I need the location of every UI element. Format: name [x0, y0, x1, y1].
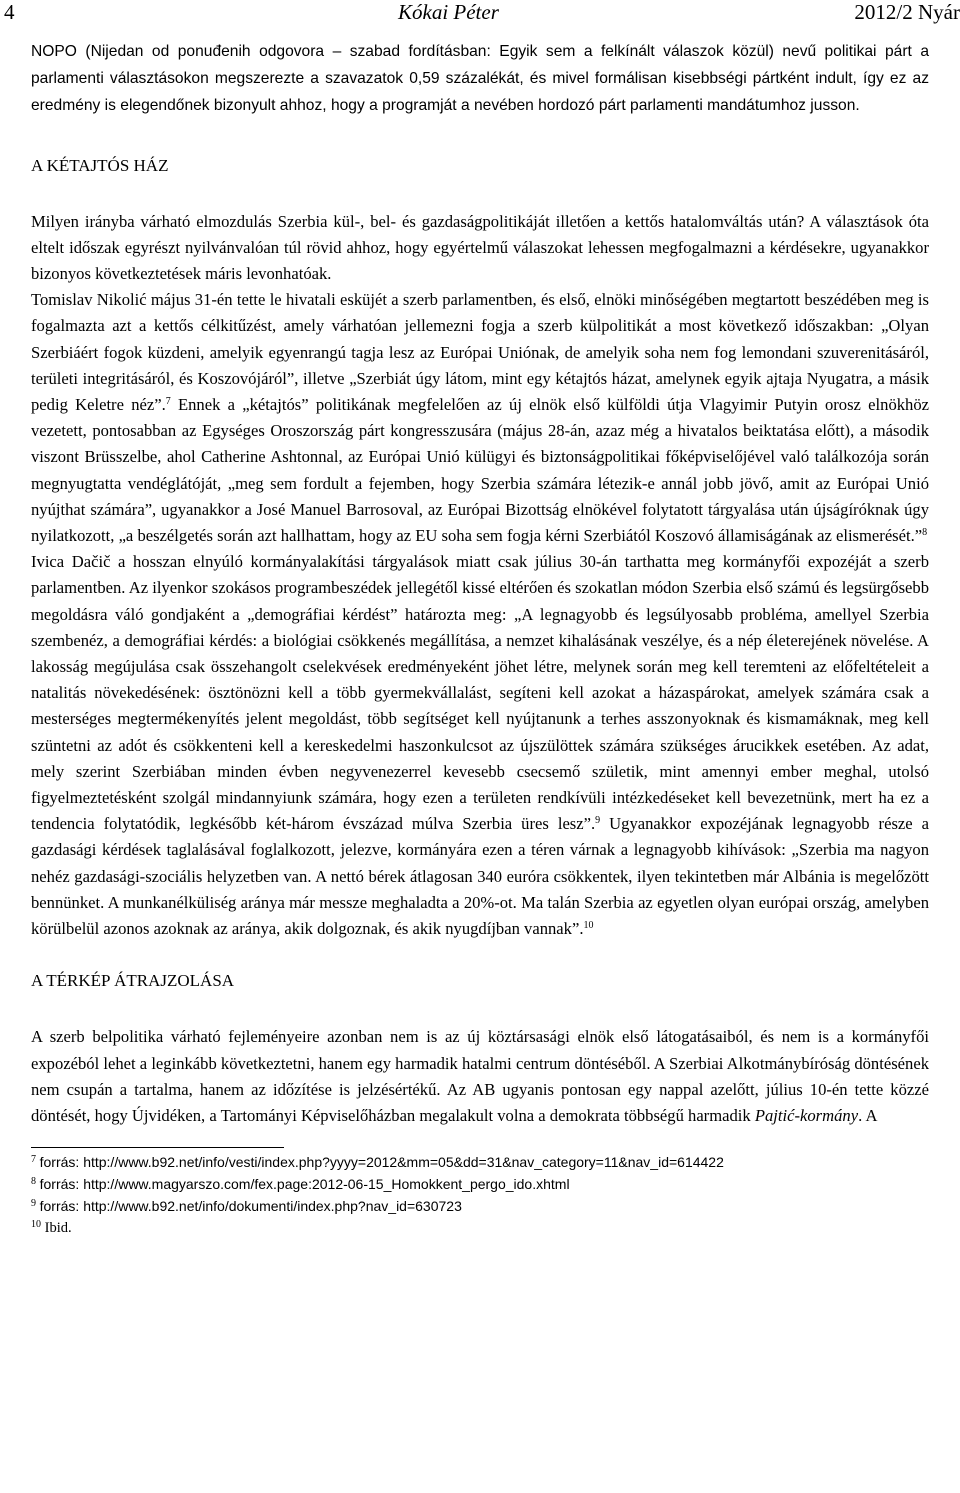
italic-pajtic: Pajtić-kormány [754, 1105, 859, 1125]
footnote-9: $^9$ forrás: http://www.b92.net/info/dokumenti/index.php?nav_id=630723 [31, 1198, 462, 1215]
footnote-ref-9[interactable]: 9 [595, 815, 601, 827]
header-author: Kókai Péter [398, 0, 499, 24]
page-number: 4 [4, 0, 15, 24]
section1-paragraph-1: Milyen irányba várható elmozdulás Szerbia kül-, bel- és gazdaságpolitikáját illetően a kettős hatalomváltás után? A választások óta eltelt időszak egyrészt nyilvánvalóan túl rövid ahhoz, hogy egyértelmű válaszokat lehessen megfogalmazni a kérdésekre, ugyanakkor bizonyos következtetések máris levonhatóak. [31, 211, 929, 284]
section-heading-terkep: A TÉRKÉP ÁTRAJZOLÁSA [31, 971, 235, 991]
footnote-link[interactable]: forrás: http://www.magyarszo.com/fex.page:2012-06-15_Homokkent_pergo_ido.xhtml [39, 1176, 570, 1193]
footnote-8: $^8$ forrás: http://www.magyarszo.com/fex.page:2012-06-15_Homokkent_pergo_ido.xhtml [31, 1176, 570, 1193]
intro-rest: politikai párt a parlamenti választásokon megszerezte a szavazatok 0,59 százalékát, és mivel formálisan kisebbségi pártként indult, így ez az eredmény is elegendőnek bizonyult ahhoz, hogy a programját a nevében hordozó párt parlamenti mandátumhoz jusson. [31, 43, 929, 115]
footnote-ref-10[interactable]: 10 [583, 920, 594, 932]
intro-first-line: NOPO (Nijedan od ponuđenih odgovora – szabad fordításban: Egyik sem a felkínált válaszok közül) nevű [31, 43, 817, 60]
header-issue: 2012/2 Nyár [854, 0, 960, 24]
running-header [4, 0, 960, 36]
section2-paragraph-1: A szerb belpolitika várható fejleményeire azonban nem is az új köztársasági elnök első látogatásaiból, és nem is a kormányfői expozéból lehet a leginkább következtetni, hanem egy harmadik hatalmi centrum döntéséből. A Szerbiai Alkotmánybíróság döntésének nem csupán a tartalma, hanem az időzítése is jelzésértékű. Az AB ugyanis pontosan egy nappal azelőtt, július 10-én tette közzé döntését, hogy Újvidéken, a Tartományi Képviselőházban megalakult volna a demokrata többségű harmadik Pajtić-kormány. A [31, 1027, 929, 1125]
footnote-10: $^{10}$ Ibid. [31, 1219, 72, 1237]
footnote-ref-8[interactable]: 8 [922, 527, 928, 539]
section-heading-ketajtos-haz: A KÉTAJTÓS HÁZ [31, 155, 169, 175]
footnote-text: Ibid. [44, 1220, 72, 1237]
footnote-link[interactable]: forrás: http://www.b92.net/info/vesti/index.php?yyyy=2012&mm=05&dd=31&nav_category=11&nav_id=614422 [39, 1154, 724, 1171]
footnote-link[interactable]: forrás: http://www.b92.net/info/dokumenti/index.php?nav_id=630723 [39, 1198, 462, 1215]
section1-paragraph-3: Ivica Dačič a hosszan elnyúló kormányalakítási tárgyalások miatt csak július 30-án tarthatta meg kormányfői expozéját a szerb parlamentben. Az ilyenkor szokásos programbeszédek jellegétől kissé eltérően és szokatlan módon Szerbia első számú és legsürgősebb megoldásra váló gondjaként a „demográfiai kérdést” határozta meg: „A legnagyobb és legsúlyosabb probléma, amellyel Szerbia szembenéz, a demográfiai kérdés: a biológiai csökkenés megállítása, a nemzet kihalásának veszélye, és a nép életerejének növelése. A lakosság megújulása csak összehangolt cselekvések eredményeként jöhet létre, melynek során meg kell teremteni az előfeltételeit a natalitás növekedésének: ösztönözni kell a több gyermekvállalást, segíteni kell azokat a házaspárokat, amelyek számára csak a mesterséges megtermékenyítés jelent megoldást, több segítséget kell nyújtanunk a terhes asszonyoknak és kismamáknak, meg kell szüntetni az adót és csökkenteni kell a kereskedelmi haszonkulcsot az újszülöttek számára szükséges árucikkek esetében. Az adat, mely szerint Szerbiában minden évben negyvenezerrel kevesebb csecsemő születik, mint amennyi ember meghal, utolsó figyelmeztetésként szolgál mindannyiunk számára, hogy ezen a területen rendkívüli intézkedéseket kell bevezetnünk, mert ha ez a tendencia folytatódik, legkésőbb két-három évszázad múlva Szerbia üres lesz”.$^9$ Ugyanakkor expozéjának legnagyobb része a gazdasági kérdések taglalásával foglalkozott, jelezve, kormányára ezen a téren várnak a legnagyobb kihívások: „Szerbia ma nagyon nehéz gazdasági-szociális helyzetben van. A nettó bérek átlagosan 340 euróra csökkentek, ilyen tekintetben már Albánia is megelőzött bennünket. A munkanélküliség aránya már messze meghaladta a 20%-ot. Ma talán Szerbia az egyetlen olyan európai ország, amelyben körülbelül azonos azoknak az aránya, akik dolgoznak, és akik nyugdíjban vannak”.$^{10}$ [31, 552, 930, 939]
footnote-ref-7[interactable]: 7 [165, 396, 171, 408]
footnotes [31, 1152, 929, 1239]
section1-paragraph-2: Tomislav Nikolić május 31-én tette le hivatali esküjét a szerb parlamentben, és első, elnöki minőségében megtartott beszédében meg is fogalmazta azt a kettős célkitűzést, amely várhatóan jellemezni fogja a szerb külpolitikát a most következő időszakban: „Olyan Szerbiáért fogok küzdeni, amelyik egyenrangú tagja lesz az Európai Uniónak, de amelyik soha nem fog lemondani szuverenitásáról, területi integritásáról, és Koszovójáról”, illetve „Szerbiát úgy látom, mint egy kétajtós házat, amelynek egyik ajtaja Nyugatra, a másik pedig Keletre néz”.$^7$ Ennek a „kétajtós” politikának megfelelően az új elnök első külföldi útja Vlagyimir Putyin orosz elnökhöz vezetett, pontosabban az Egységes Oroszország párt kongresszusára (május 28-án, azaz még a hivatalos beiktatása előtt), a második viszont Brüsszelbe, ahol Catherine Ashtonnal, az Európai Unió külügyi és biztonságpolitikai főképviselőjével való találkozója során megnyugtatta vendéglátóját, „meg sem fordult a fejemben, hogy Szerbia számára létezik-e annál jobb jövő, amit az Európai Unió nyújthat számára”, ugyanakkor a José Manuel Barrosoval, az Európai Bizottság elnökével folytatott tárgyalása után újságíróknak úgy nyilatkozott, „a beszélgetés során azt hallhattam, hogy az EU soha sem fogja kérni Szerbiától Koszovó államiságának az elismerését.”$^8$ [31, 290, 929, 546]
intro-paragraph [31, 36, 929, 120]
footnote-7: $^7$ forrás: http://www.b92.net/info/vesti/index.php?yyyy=2012&mm=05&dd=31&nav_category=11&nav_id=614422 [31, 1154, 724, 1171]
document-page [4, 0, 960, 1239]
